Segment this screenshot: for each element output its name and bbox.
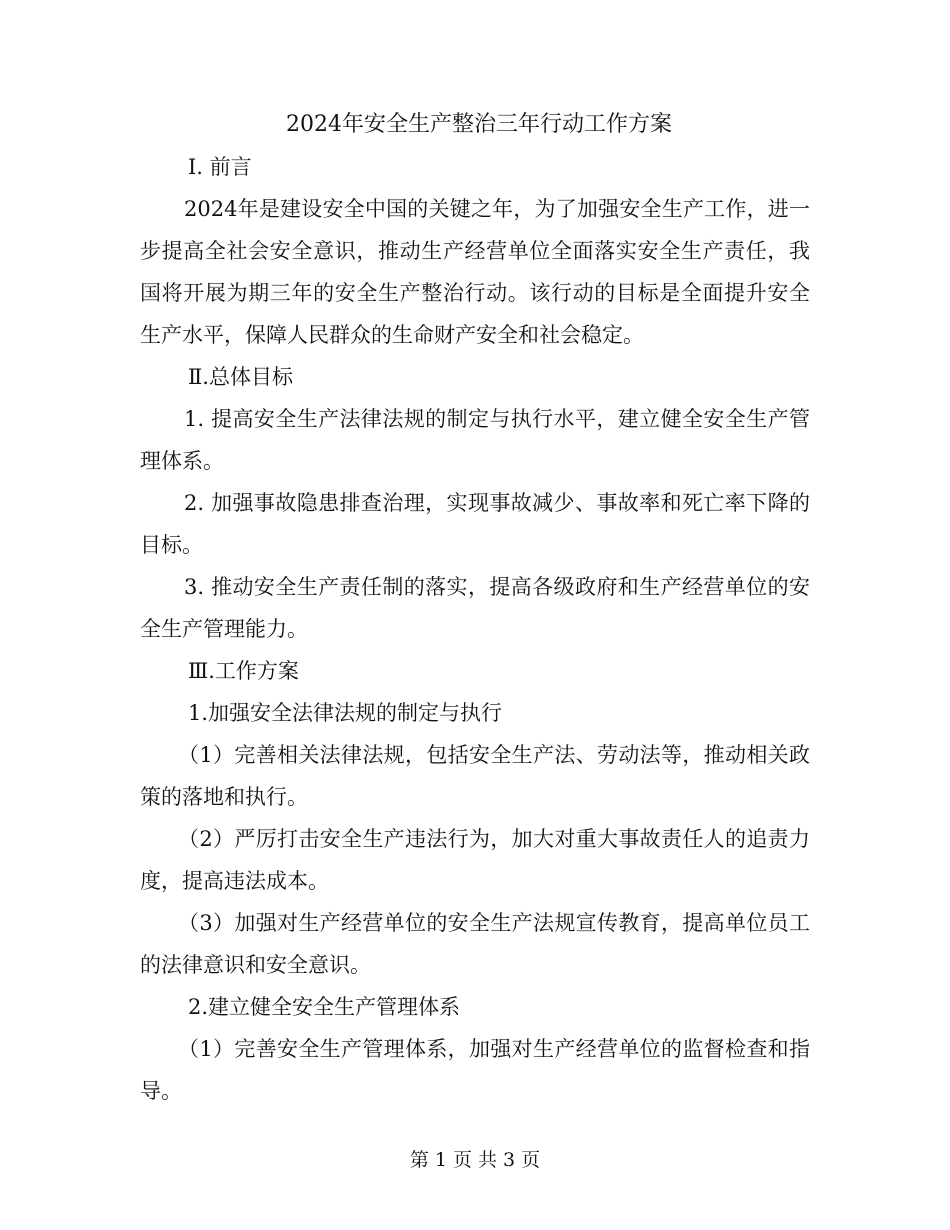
goal-item-1: 1. 提高安全生产法律法规的制定与执行水平，建立健全安全生产管理体系。: [140, 407, 810, 473]
section-heading-work-plan: Ⅲ.工作方案: [188, 659, 299, 683]
goal-item-2: 2. 加强事故隐患排查治理，实现事故减少、事故率和死亡率下降的目标。: [140, 491, 810, 557]
section-heading-overall-goals: Ⅱ.总体目标: [188, 365, 293, 389]
section-heading-preface: Ⅰ. 前言: [188, 155, 252, 179]
management-item-1: （1）完善安全生产管理体系，加强对生产经营单位的监督检查和指导。: [140, 1037, 810, 1103]
laws-item-1: （1）完善相关法律法规，包括安全生产法、劳动法等，推动相关政策的落地和执行。: [140, 743, 810, 809]
laws-item-2: （2）严厉打击安全生产违法行为，加大对重大事故责任人的追责力度，提高违法成本。: [140, 827, 810, 893]
document-title: 2024年安全生产整治三年行动工作方案: [286, 112, 672, 137]
subsection-heading-management-system: 2.建立健全安全生产管理体系: [188, 995, 461, 1019]
document-body: [140, 104, 810, 1112]
goal-item-3: 3. 推动安全生产责任制的落实，提高各级政府和生产经营单位的安全生产管理能力。: [140, 575, 810, 641]
paragraph-preface: 2024年是建设安全中国的关键之年，为了加强安全生产工作，进一步提高全社会安全意识，推动生产经营单位全面落实安全生产责任，我国将开展为期三年的安全生产整治行动。该行动的目标是全面提升安全生产水平，保障人民群众的生命财产安全和社会稳定。: [140, 197, 810, 347]
page-number-footer: 第 1 页 共 3 页: [409, 1149, 541, 1171]
subsection-heading-laws: 1.加强安全法律法规的制定与执行: [188, 701, 503, 725]
laws-item-3: （3）加强对生产经营单位的安全生产法规宣传教育，提高单位员工的法律意识和安全意识。: [140, 911, 810, 977]
